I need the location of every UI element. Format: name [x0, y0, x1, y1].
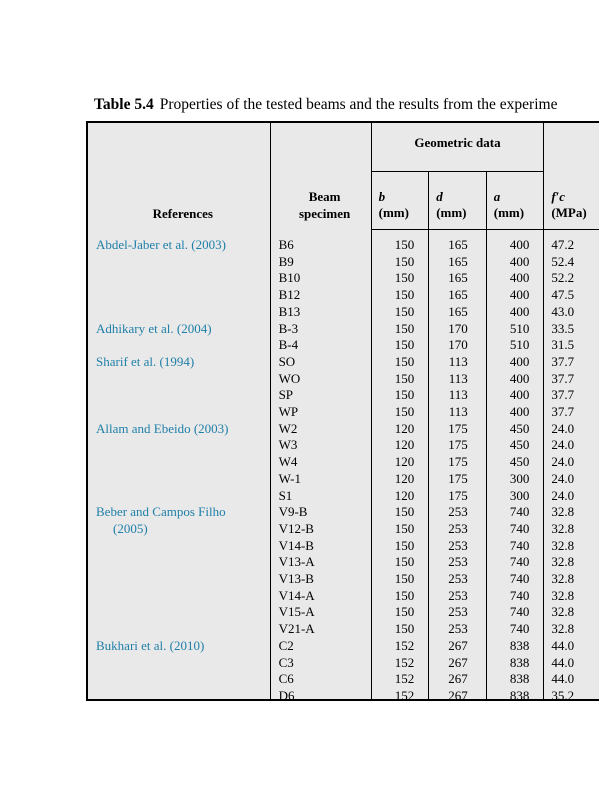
- fc-cell: 43.0: [544, 304, 599, 321]
- fc-cell: 24.0: [544, 437, 599, 454]
- table-number: Table 5.4: [94, 96, 154, 113]
- b-cell: 150: [371, 588, 429, 605]
- table-row: [88, 337, 599, 354]
- reference-continuation: (2005): [113, 520, 148, 536]
- fc-cell: 44.0: [544, 638, 599, 655]
- specimen-cell: V12-B: [270, 521, 371, 538]
- d-cell: 253: [429, 554, 487, 571]
- properties-table-container: [86, 121, 599, 701]
- a-cell: 400: [486, 371, 544, 388]
- d-cell: 170: [429, 337, 487, 354]
- header-b-symbol: b: [378, 188, 386, 204]
- reference-cell: Allam and Ebeido (2003): [96, 420, 229, 436]
- b-cell: 150: [371, 304, 429, 321]
- b-cell: 150: [371, 538, 429, 555]
- fc-cell: 37.7: [544, 387, 599, 404]
- a-cell: 838: [486, 638, 544, 655]
- b-cell: 150: [371, 387, 429, 404]
- d-cell: 170: [429, 321, 487, 338]
- b-cell: 150: [371, 270, 429, 287]
- d-cell: 253: [429, 521, 487, 538]
- a-cell: 400: [486, 387, 544, 404]
- reference-cell: [88, 571, 270, 588]
- a-cell: 400: [486, 404, 544, 421]
- header-beam-specimen: [270, 123, 371, 230]
- specimen-cell: V13-A: [270, 554, 371, 571]
- reference-cell: [88, 337, 270, 354]
- table-row: [88, 588, 599, 605]
- specimen-cell: W-1: [270, 471, 371, 488]
- d-cell: 267: [429, 655, 487, 672]
- a-cell: 300: [486, 488, 544, 505]
- reference-cell: [88, 254, 270, 271]
- b-cell: 150: [371, 571, 429, 588]
- fc-cell: 24.0: [544, 471, 599, 488]
- specimen-cell: D6: [270, 688, 371, 701]
- specimen-cell: V21-A: [270, 621, 371, 638]
- table-row: [88, 504, 599, 521]
- specimen-cell: B12: [270, 287, 371, 304]
- fc-cell: 37.7: [544, 404, 599, 421]
- a-cell: 740: [486, 504, 544, 521]
- fc-cell: 32.8: [544, 521, 599, 538]
- properties-table: [88, 123, 599, 701]
- a-cell: 510: [486, 321, 544, 338]
- fc-cell: 24.0: [544, 421, 599, 438]
- reference-cell: [88, 588, 270, 605]
- b-cell: 152: [371, 671, 429, 688]
- b-cell: 150: [371, 230, 429, 254]
- b-cell: 150: [371, 337, 429, 354]
- a-cell: 740: [486, 571, 544, 588]
- table-row: [88, 454, 599, 471]
- a-cell: 400: [486, 354, 544, 371]
- table-title: Properties of the tested beams and the results from the experime: [159, 96, 558, 113]
- fc-cell: 33.5: [544, 321, 599, 338]
- specimen-cell: V13-B: [270, 571, 371, 588]
- header-beam-line2: specimen: [298, 205, 351, 221]
- d-cell: 175: [429, 471, 487, 488]
- reference-cell: [88, 621, 270, 638]
- table-row: [88, 604, 599, 621]
- specimen-cell: B13: [270, 304, 371, 321]
- specimen-cell: C3: [270, 655, 371, 672]
- header-references: References: [152, 205, 213, 221]
- table-row: [88, 371, 599, 388]
- d-cell: 253: [429, 588, 487, 605]
- table-row: [88, 354, 599, 371]
- reference-cell: [88, 471, 270, 488]
- reference-cell: Adhikary et al. (2004): [96, 320, 212, 336]
- fc-cell: 32.8: [544, 571, 599, 588]
- table-row: [88, 488, 599, 505]
- table-row: [88, 538, 599, 555]
- fc-cell: 32.8: [544, 538, 599, 555]
- specimen-cell: V14-A: [270, 588, 371, 605]
- header-d-unit: (mm): [436, 205, 467, 221]
- d-cell: 113: [429, 387, 487, 404]
- table-row: [88, 521, 599, 538]
- b-cell: 152: [371, 638, 429, 655]
- a-cell: 400: [486, 304, 544, 321]
- table-row: [88, 387, 599, 404]
- header-d-symbol: d: [436, 188, 443, 204]
- specimen-cell: B9: [270, 254, 371, 271]
- header-b-unit: (mm): [378, 205, 409, 221]
- reference-cell: [88, 437, 270, 454]
- reference-cell: [88, 688, 270, 701]
- b-cell: 120: [371, 437, 429, 454]
- table-row: [88, 655, 599, 672]
- table-row: [88, 321, 599, 338]
- specimen-cell: B-4: [270, 337, 371, 354]
- d-cell: 165: [429, 230, 487, 254]
- b-cell: 150: [371, 404, 429, 421]
- fc-cell: 52.2: [544, 270, 599, 287]
- reference-cell: [88, 387, 270, 404]
- a-cell: 740: [486, 521, 544, 538]
- b-cell: 150: [371, 521, 429, 538]
- table-row: [88, 270, 599, 287]
- d-cell: 165: [429, 304, 487, 321]
- fc-cell: 37.7: [544, 371, 599, 388]
- b-cell: 120: [371, 454, 429, 471]
- table-caption: [94, 96, 557, 114]
- d-cell: 165: [429, 287, 487, 304]
- reference-cell: [88, 287, 270, 304]
- a-cell: 740: [486, 604, 544, 621]
- specimen-cell: C2: [270, 638, 371, 655]
- reference-cell: Beber and Campos Filho: [96, 504, 226, 520]
- fc-cell: 47.5: [544, 287, 599, 304]
- d-cell: 267: [429, 688, 487, 701]
- header-beam-line1: Beam: [308, 189, 341, 205]
- fc-cell: 47.2: [544, 230, 599, 254]
- d-cell: 113: [429, 371, 487, 388]
- specimen-cell: B10: [270, 270, 371, 287]
- d-cell: 113: [429, 354, 487, 371]
- specimen-cell: W3: [270, 437, 371, 454]
- reference-cell: [88, 304, 270, 321]
- a-cell: 400: [486, 254, 544, 271]
- fc-cell: 31.5: [544, 337, 599, 354]
- reference-cell: [88, 454, 270, 471]
- fc-cell: 52.4: [544, 254, 599, 271]
- d-cell: 175: [429, 421, 487, 438]
- a-cell: 740: [486, 621, 544, 638]
- reference-cell: [88, 655, 270, 672]
- fc-cell: 37.7: [544, 354, 599, 371]
- specimen-cell: SP: [270, 387, 371, 404]
- table-row: [88, 254, 599, 271]
- a-cell: 838: [486, 671, 544, 688]
- header-d: [429, 172, 487, 230]
- b-cell: 120: [371, 471, 429, 488]
- b-cell: 150: [371, 321, 429, 338]
- header-a-symbol: a: [493, 188, 501, 204]
- a-cell: 838: [486, 655, 544, 672]
- fc-cell: 32.8: [544, 621, 599, 638]
- header-geometric-data: Geometric data: [371, 123, 544, 172]
- b-cell: 150: [371, 554, 429, 571]
- d-cell: 253: [429, 538, 487, 555]
- table-row: [88, 404, 599, 421]
- a-cell: 740: [486, 554, 544, 571]
- fc-cell: 32.8: [544, 554, 599, 571]
- a-cell: 838: [486, 688, 544, 701]
- b-cell: 150: [371, 354, 429, 371]
- d-cell: 253: [429, 604, 487, 621]
- reference-cell: [88, 604, 270, 621]
- table-row: [88, 437, 599, 454]
- d-cell: 267: [429, 638, 487, 655]
- specimen-cell: S1: [270, 488, 371, 505]
- table-row: [88, 287, 599, 304]
- table-row: [88, 571, 599, 588]
- fc-cell: 44.0: [544, 671, 599, 688]
- table-row: [88, 621, 599, 638]
- fc-cell: 24.0: [544, 454, 599, 471]
- specimen-cell: W2: [270, 421, 371, 438]
- specimen-cell: V15-A: [270, 604, 371, 621]
- d-cell: 253: [429, 621, 487, 638]
- reference-cell: Sharif et al. (1994): [96, 353, 195, 369]
- specimen-cell: V9-B: [270, 504, 371, 521]
- reference-cell: [88, 270, 270, 287]
- table-row: [88, 230, 599, 254]
- specimen-cell: W4: [270, 454, 371, 471]
- b-cell: 150: [371, 604, 429, 621]
- b-cell: 150: [371, 371, 429, 388]
- specimen-cell: WP: [270, 404, 371, 421]
- header-fc-symbol: f′c: [551, 188, 566, 204]
- table-row: [88, 638, 599, 655]
- specimen-cell: C6: [270, 671, 371, 688]
- b-cell: 120: [371, 421, 429, 438]
- reference-cell: [88, 521, 270, 538]
- a-cell: 510: [486, 337, 544, 354]
- b-cell: 150: [371, 287, 429, 304]
- reference-cell: [88, 404, 270, 421]
- a-cell: 740: [486, 538, 544, 555]
- d-cell: 175: [429, 437, 487, 454]
- reference-cell: [88, 671, 270, 688]
- d-cell: 165: [429, 270, 487, 287]
- table-row: [88, 688, 599, 701]
- b-cell: 152: [371, 655, 429, 672]
- header-fc-unit: (MPa): [551, 205, 587, 221]
- reference-cell: Bukhari et al. (2010): [96, 637, 205, 653]
- b-cell: 120: [371, 488, 429, 505]
- table-body: [88, 230, 599, 702]
- specimen-cell: B6: [270, 230, 371, 254]
- table-row: [88, 304, 599, 321]
- a-cell: 450: [486, 437, 544, 454]
- a-cell: 450: [486, 454, 544, 471]
- fc-cell: 44.0: [544, 655, 599, 672]
- reference-cell: [88, 554, 270, 571]
- d-cell: 165: [429, 254, 487, 271]
- table-row: [88, 554, 599, 571]
- b-cell: 150: [371, 621, 429, 638]
- reference-cell: [88, 371, 270, 388]
- d-cell: 113: [429, 404, 487, 421]
- table-row: [88, 471, 599, 488]
- d-cell: 253: [429, 504, 487, 521]
- b-cell: 152: [371, 688, 429, 701]
- header-a-unit: (mm): [493, 205, 525, 221]
- specimen-cell: V14-B: [270, 538, 371, 555]
- b-cell: 150: [371, 254, 429, 271]
- reference-cell: [88, 488, 270, 505]
- a-cell: 450: [486, 421, 544, 438]
- fc-cell: 32.8: [544, 504, 599, 521]
- specimen-cell: SO: [270, 354, 371, 371]
- reference-cell: Abdel-Jaber et al. (2003): [96, 236, 226, 252]
- table-row: [88, 671, 599, 688]
- fc-cell: 32.8: [544, 604, 599, 621]
- a-cell: 740: [486, 588, 544, 605]
- a-cell: 400: [486, 270, 544, 287]
- specimen-cell: WO: [270, 371, 371, 388]
- b-cell: 150: [371, 504, 429, 521]
- table-row: [88, 421, 599, 438]
- d-cell: 175: [429, 454, 487, 471]
- header-b: [371, 172, 429, 230]
- d-cell: 253: [429, 571, 487, 588]
- header-a: [486, 172, 544, 230]
- d-cell: 267: [429, 671, 487, 688]
- a-cell: 300: [486, 471, 544, 488]
- fc-cell: 24.0: [544, 488, 599, 505]
- fc-cell: 32.8: [544, 588, 599, 605]
- header-material-blank: [544, 123, 599, 172]
- a-cell: 400: [486, 287, 544, 304]
- reference-cell: [88, 538, 270, 555]
- specimen-cell: B-3: [270, 321, 371, 338]
- d-cell: 175: [429, 488, 487, 505]
- a-cell: 400: [486, 230, 544, 254]
- header-fc: [544, 172, 599, 230]
- fc-cell: 35.2: [544, 688, 599, 701]
